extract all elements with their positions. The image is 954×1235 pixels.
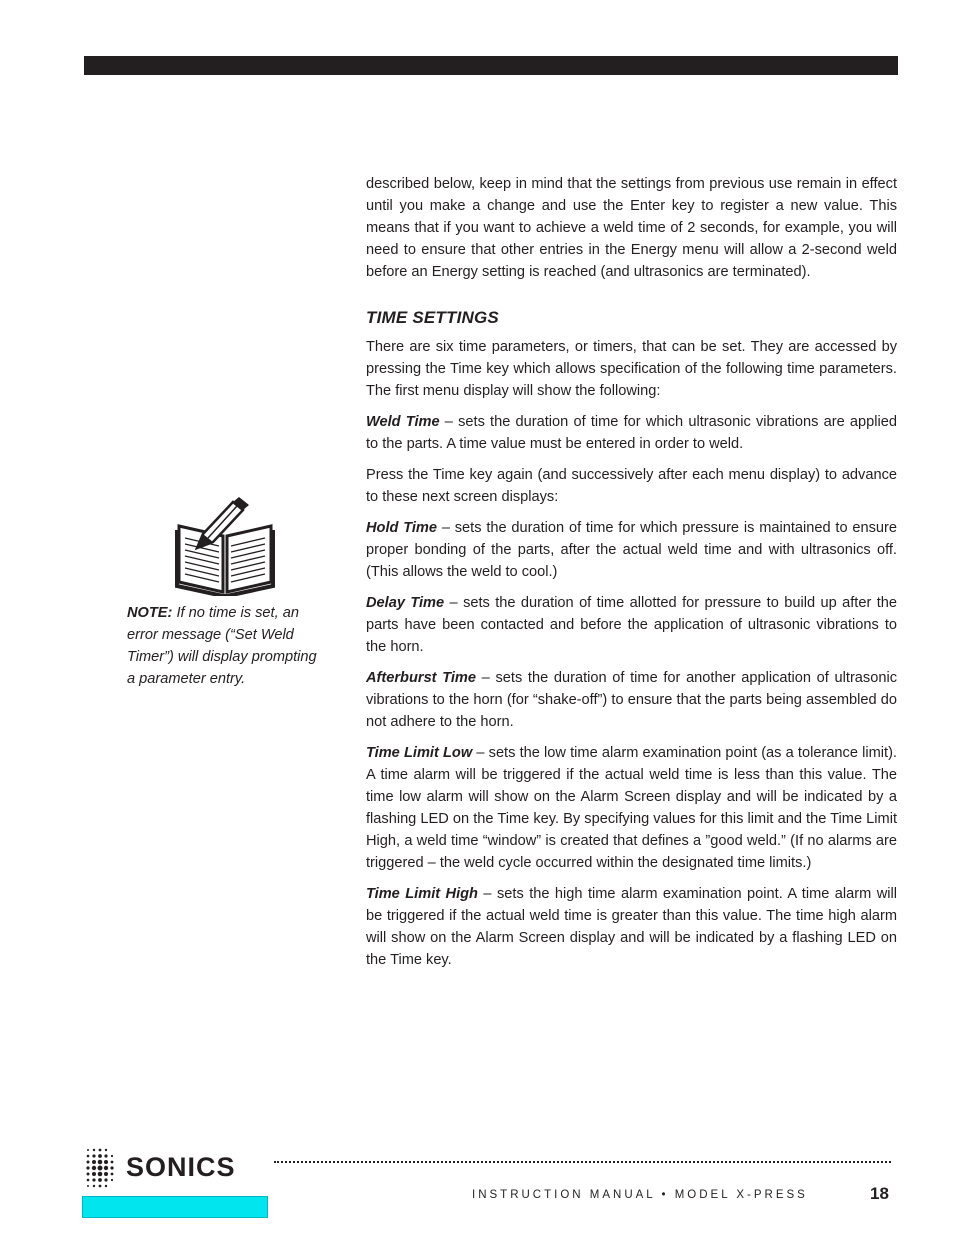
- hold-time-term: Hold Time: [366, 520, 438, 536]
- weld-time-term: Weld Time: [366, 414, 440, 430]
- note-body: If no time is set, an error message (“Set Weld Timer”) will display prompting a parameter entry.: [127, 605, 317, 687]
- section-heading: TIME SETTINGS: [366, 308, 499, 327]
- weld-time-text: – sets the duration of time for which ultrasonic vibrations are applied to the parts. A time value must be entered in order to weld.: [366, 414, 897, 452]
- afterburst-time-term: Afterburst Time: [366, 670, 477, 686]
- note-text: [127, 602, 319, 690]
- sidebar-note: [127, 496, 319, 690]
- note-label: NOTE:: [127, 605, 173, 621]
- hold-time-paragraph: [366, 517, 897, 583]
- logo-text: SONICS: [126, 1152, 236, 1182]
- time-limit-high-term: Time Limit High: [366, 886, 478, 902]
- intro-paragraph: described below, keep in mind that the settings from previous use remain in effect until you make a change and use the Enter key to register a new value. This means that if you want to achieve a weld time of 2 seconds, for example, you will need to ensure that other entries in the Energy menu will allow a 2-second weld before an Energy setting is reached (and ultrasonics are terminated).: [366, 176, 897, 280]
- time-limit-low-paragraph: [366, 742, 897, 874]
- hold-time-text: – sets the duration of time for which pressure is maintained to ensure proper bonding of the parts, after the actual weld time and with ultrasonics off. (This allows the weld to cool.): [366, 520, 897, 580]
- weld-time-paragraph: [366, 411, 897, 455]
- time-limit-low-text: – sets the low time alarm examination point (as a tolerance limit). A time alarm will be triggered if the actual weld time is less than this value. The time low alarm will show on the Alarm Screen display and will be indicated by a flashing LED on the Time key. By specifying values for this limit and the Time Limit High, a weld time “window” is created that defines a ”good weld.” (If no alarms are triggered – the weld cycle occurred within the designated time limits.): [366, 745, 897, 871]
- page-number: 18: [870, 1184, 889, 1203]
- footer-title: INSTRUCTION MANUAL • MODEL X-PRESS: [472, 1189, 808, 1201]
- time-limit-low-term: Time Limit Low: [366, 745, 473, 761]
- halftone-logo-icon: [84, 1146, 124, 1190]
- footer-dotted-rule: [274, 1161, 891, 1163]
- afterburst-time-paragraph: [366, 667, 897, 733]
- afterburst-time-text: – sets the duration of time for another application of ultrasonic vibrations to the horn (for “shake-off”) to ensure that the parts being assembled do not adhere to the horn.: [366, 670, 897, 730]
- time-limit-high-text: – sets the high time alarm examination point. A time alarm will be triggered if the actual weld time is greater than this value. The time high alarm will show on the Alarm Screen display and will be indicated by a flashing LED on the Time key.: [366, 886, 897, 968]
- press-time-paragraph: Press the Time key again (and successively after each menu display) to advance to these next screen displays:: [366, 467, 897, 505]
- book-pencil-icon: [175, 496, 275, 596]
- time-limit-high-paragraph: [366, 883, 897, 971]
- time-intro-paragraph: There are six time parameters, or timers, that can be set. They are accessed by pressing the Time key which allows specification of the following time parameters. The first menu display will show the following:: [366, 339, 897, 399]
- main-content: [366, 173, 897, 980]
- sonics-logo: [84, 1146, 270, 1190]
- delay-time-paragraph: [366, 592, 897, 658]
- delay-time-term: Delay Time: [366, 595, 445, 611]
- footer-color-bar: [82, 1196, 268, 1218]
- delay-time-text: – sets the duration of time allotted for pressure to build up after the parts have been contacted and before the application of ultrasonic vibrations to the horn.: [366, 595, 898, 655]
- header-bar: [84, 56, 898, 75]
